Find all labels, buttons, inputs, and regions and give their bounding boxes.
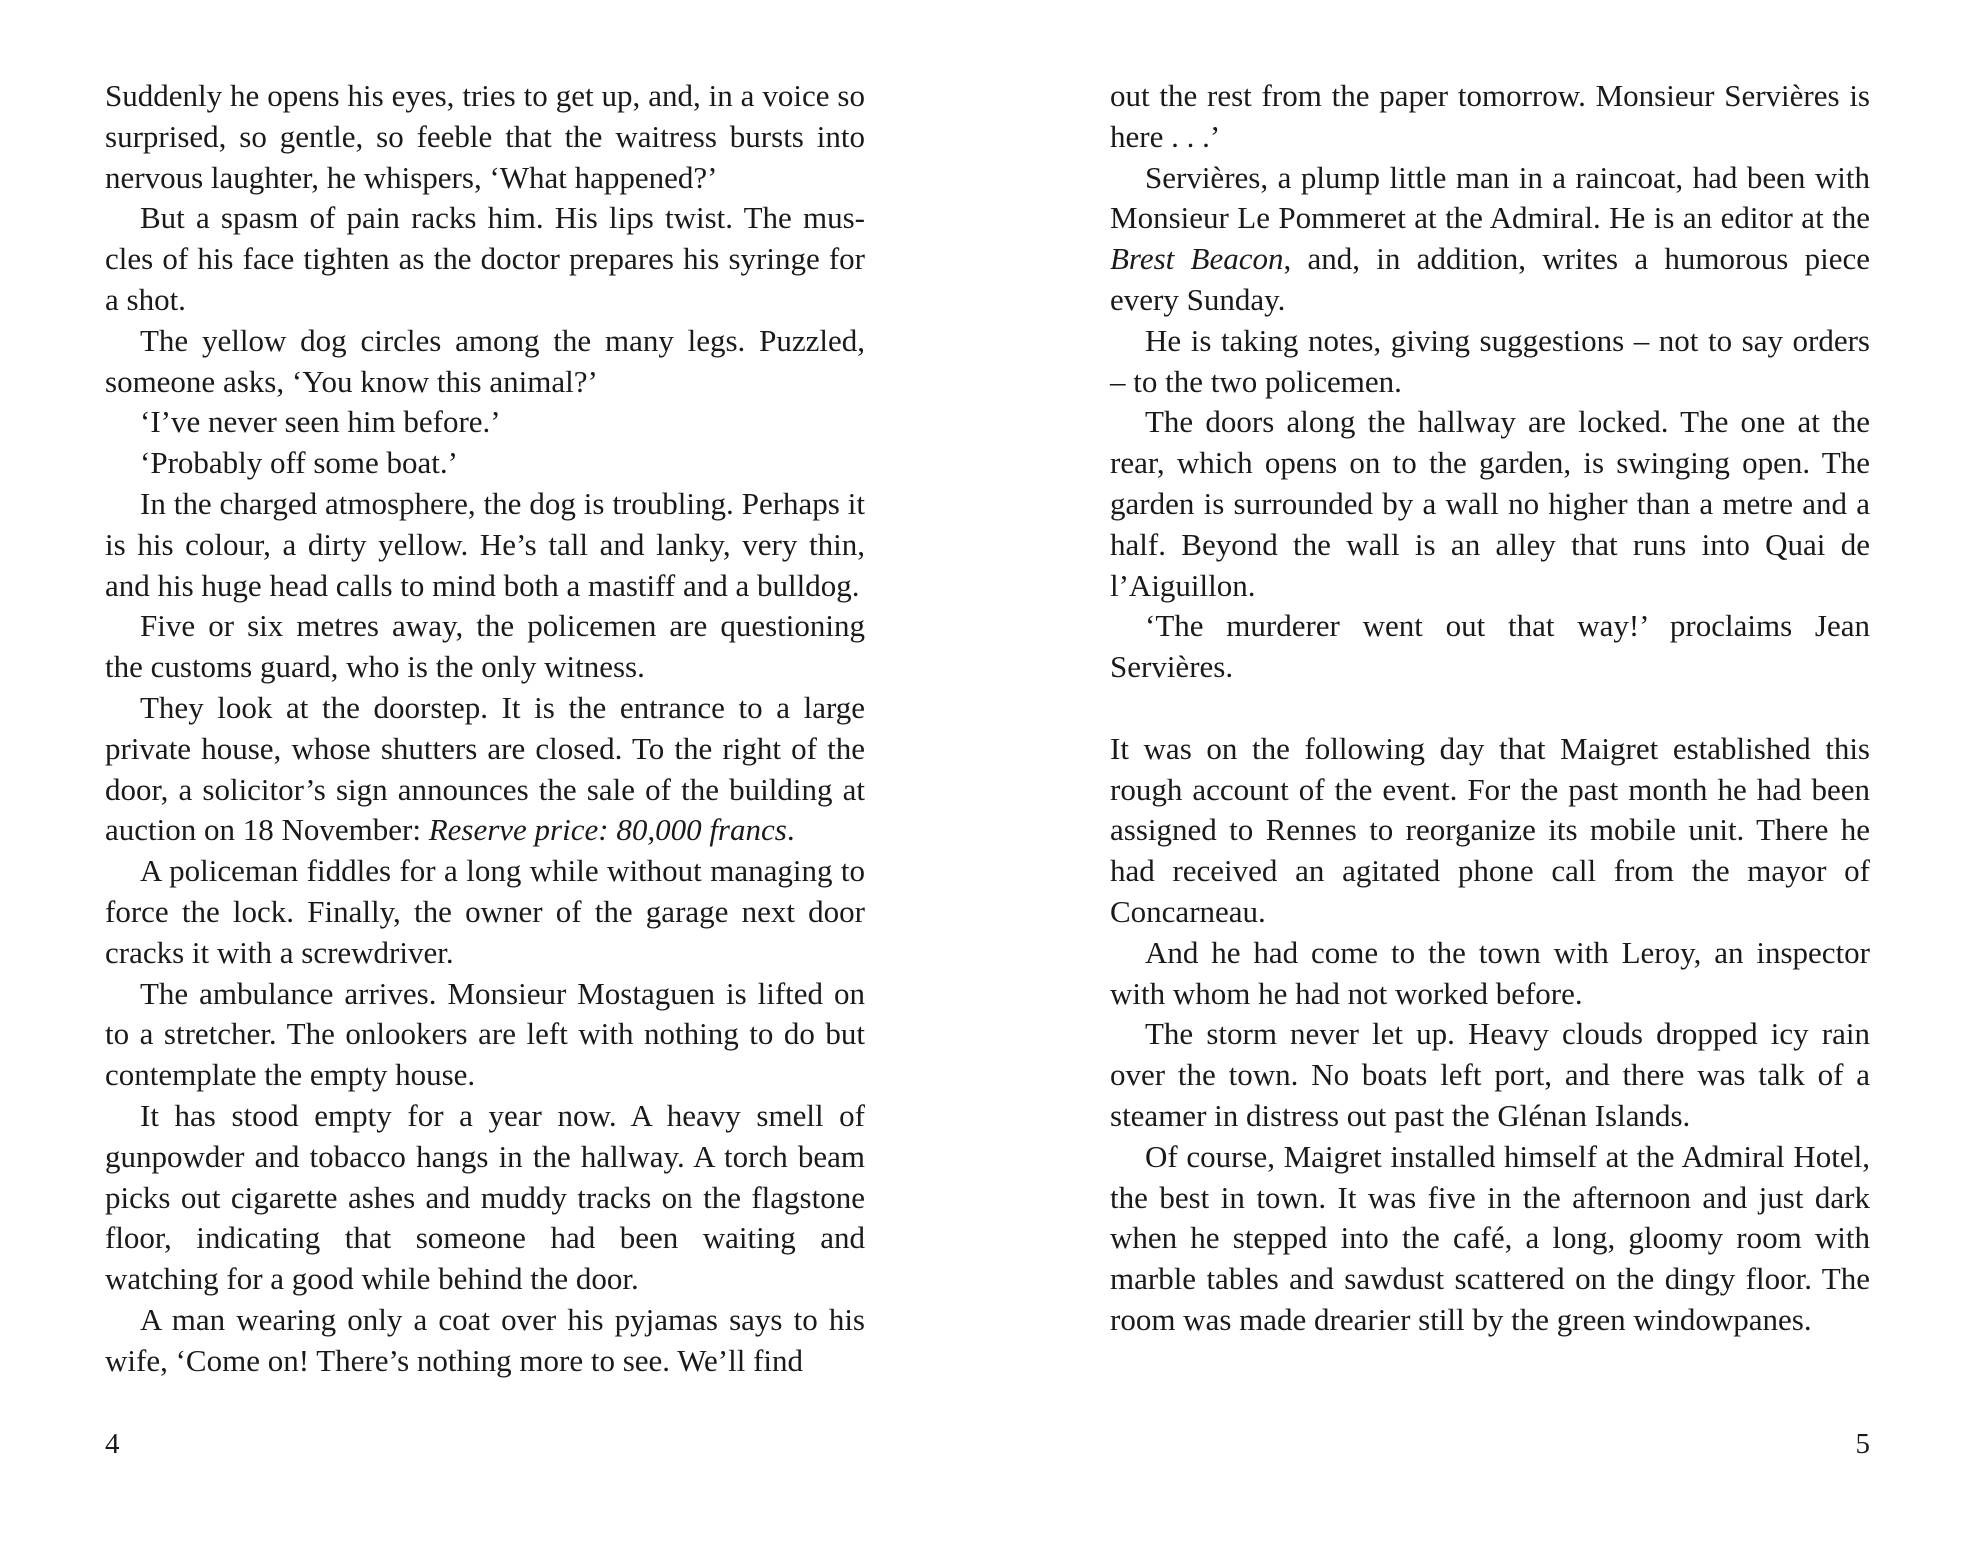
italic-newspaper-title: Brest Beacon [1110, 241, 1284, 277]
paragraph: It has stood empty for a year now. A heavy smell of gunpowder and tobacco hangs in the hallway. A torch beam picks out cigarette ashes and muddy tracks on the flagstone floor, indicating that someone had been waiting and watching for a good while behind the door. [105, 1097, 865, 1297]
paragraph: And he had come to the town with Leroy, an inspector with whom he had not worked before. [1110, 934, 1870, 1011]
paragraph: ‘I’ve never seen him before.’ [140, 404, 501, 440]
italic-price: Reserve price: 80,000 francs [428, 812, 787, 848]
paragraph-text: They look at the doorstep. It is the entrance to a large private house, whose shutters are closed. To the right of the door, a solicitor’s sign announces the sale of the building at auction on 18 November: [105, 689, 865, 848]
paragraph: out the rest from the paper tomorrow. Monsieur Servières is here . . .’ [1110, 78, 1870, 154]
paragraph: The ambulance arrives. Monsieur Mostaguen is lifted on to a stretcher. The onlookers are left with nothing to do but contemplate the empty house. [105, 975, 865, 1093]
paragraph: But a spasm of pain racks him. His lips twist. The muscles of his face tighten as the doctor prepares his syringe for a shot. [105, 200, 865, 317]
left-page [105, 76, 865, 1476]
paragraph: The storm never let up. Heavy clouds dropped icy rain over the town. No boats left port, and there was talk of a steamer in distress out past the Glénan Islands. [1110, 1016, 1870, 1133]
paragraph-text-continued: , and, in addition, writes a humorous piece every Sunday. [1110, 241, 1870, 317]
paragraph [105, 688, 865, 851]
paragraph [1110, 158, 1870, 321]
paragraph-end: . [786, 812, 795, 848]
paragraph: It was on the following day that Maigret established this rough account of the event. For the past month he had been assigned to Rennes to reorganize its mobile unit. There he had received an agitated phone call from the mayor of Concarneau. [1110, 730, 1870, 929]
paragraph: In the charged atmosphere, the dog is troubling. Perhaps it is his colour, a dirty yellow. He’s tall and lanky, very thin, and his huge head calls to mind both a mastiff and a bulldog. [105, 485, 865, 603]
paragraph: The doors along the hallway are locked. The one at the rear, which opens on to the garden, is swinging open. The garden is surrounded by a wall no higher than a metre and a half. Beyond the wall is an alley that runs into Quai de l’Aiguillon. [1110, 404, 1870, 603]
paragraph: ‘Probably off some boat.’ [140, 445, 458, 481]
page-number: 5 [1855, 1428, 1870, 1460]
paragraph-text: Servières, a plump little man in a raincoat, had been with Monsieur Le Pommeret at the Admiral. He is an editor at the [1110, 159, 1870, 236]
right-page [1110, 76, 1870, 1476]
right-page-text [1110, 76, 1870, 1341]
left-page-text [105, 76, 865, 1382]
paragraph: Suddenly he opens his eyes, tries to get up, and, in a voice so surprised, so gentle, so feeble that the waitress bursts into nervous laughter, he whispers, ‘What happened?’ [105, 78, 865, 195]
page-number: 4 [105, 1428, 120, 1460]
paragraph: Of course, Maigret installed himself at the Admiral Hotel, the best in town. It was five in the afternoon and just dark when he stepped into the café, a long, gloomy room with marble tables and sawdust scattered on the dingy floor. The room was made drearier still by the green windowpanes. [1110, 1138, 1870, 1337]
paragraph: A policeman fiddles for a long while without managing to force the lock. Finally, the owner of the garage next door cracks it with a screwdriver. [105, 853, 865, 970]
paragraph: He is taking notes, giving suggestions – not to say orders – to the two policemen. [1110, 322, 1870, 399]
paragraph: A man wearing only a coat over his pyjamas says to his wife, ‘Come on! There’s nothing more to see. We’ll find [105, 1301, 865, 1378]
paragraph: Five or six metres away, the policemen are questioning the customs guard, who is the only witness. [105, 608, 865, 685]
paragraph: ‘The murderer went out that way!’ proclaims Jean Servières. [1110, 608, 1870, 685]
paragraph: The yellow dog circles among the many legs. Puzzled, someone asks, ‘You know this animal?’ [105, 322, 865, 399]
